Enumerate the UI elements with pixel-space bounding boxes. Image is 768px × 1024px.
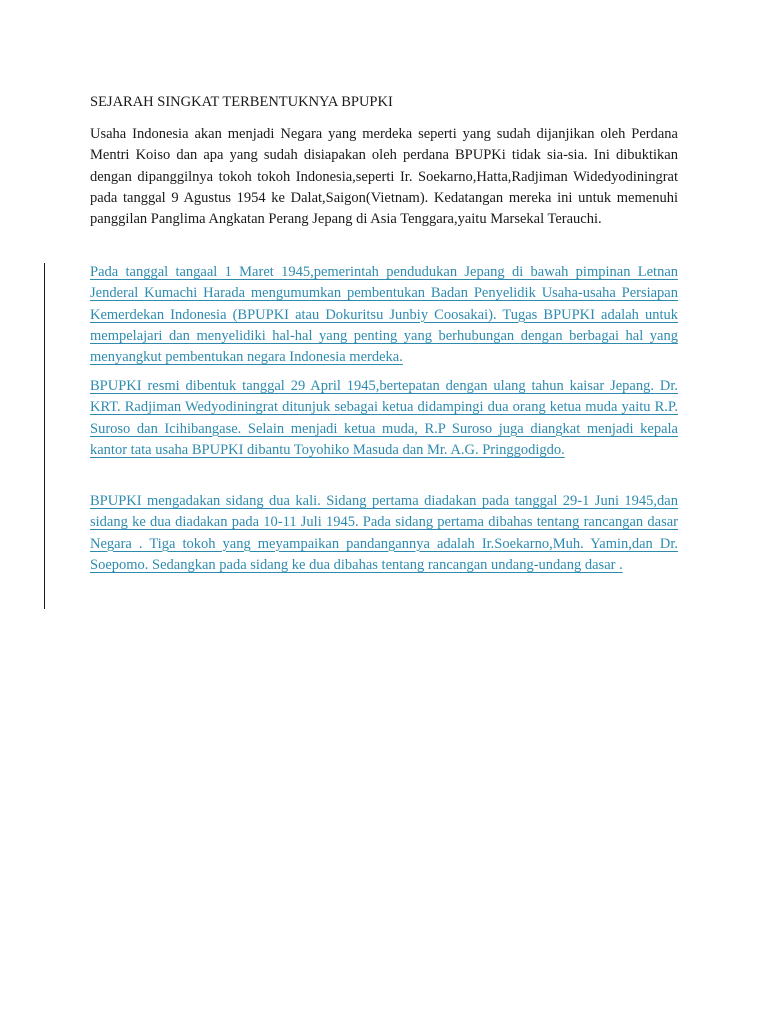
revision-change-bar — [44, 263, 45, 609]
document-title: SEJARAH SINGKAT TERBENTUKNYA BPUPKI — [90, 94, 393, 110]
intro-paragraph: Usaha Indonesia akan menjadi Negara yang merdeka seperti yang sudah dijanjikan oleh Perdana Mentri Koiso dan apa yang sudah disiapakan oleh perdana BPUPKi tidak sia-sia. Ini dibuktikan dengan dipanggilnya tokoh tokoh Indonesia,seperti Ir. Soekarno,Hatta,Radjiman Widedyodiningrat pada tanggal 9 Agustus 1954 ke Dalat,Saigon(Vietnam). Kedatangan mereka ini untuk memenuhi panggilan Panglima Angkatan Perang Jepang di Asia Tenggara,yaitu Marsekal Terauchi. — [90, 126, 678, 228]
revised-paragraph-3[interactable]: BPUPKI mengadakan sidang dua kali. Sidang pertama diadakan pada tanggal 29-1 Juni 1945,dan sidang ke dua diadakan pada 10-11 Juli 1945. Pada sidang pertama dibahas tentang rancangan dasar Negara . Tiga tokoh yang meyampaikan pandangannya adalah Ir.Soekarno,Muh. Yamin,dan Dr. Soepomo. Sedangkan pada sidang ke dua dibahas tentang rancangan undang-undang dasar . — [90, 493, 678, 573]
revised-paragraph-2[interactable]: BPUPKI resmi dibentuk tanggal 29 April 1945,bertepatan dengan ulang tahun kaisar Jepang. Dr. KRT. Radjiman Wedyodiningrat ditunjuk sebagai ketua didampingi dua orang ketua muda yaitu R.P. Suroso dan Icihibangase. Selain menjadi ketua muda, R.P Suroso juga diangkat menjadi kepala kantor tata usaha BPUPKI dibantu Toyohiko Masuda dan Mr. A.G. Pringgodigdo. — [90, 378, 678, 458]
revised-paragraph-1[interactable]: Pada tanggal tangaal 1 Maret 1945,pemerintah pendudukan Jepang di bawah pimpinan Letnan Jenderal Kumachi Harada mengumumkan pembentukan Badan Penyelidik Usaha-usaha Persiapan Kemerdekan Indonesia (BPUPKI atau Dokuritsu Junbiy Coosakai). Tugas BPUPKI adalah untuk mempelajari dan menyelidiki hal-hal yang penting yang berhubungan dengan berbagai hal yang menyangkut pembentukan negara Indonesia merdeka. — [90, 264, 678, 366]
